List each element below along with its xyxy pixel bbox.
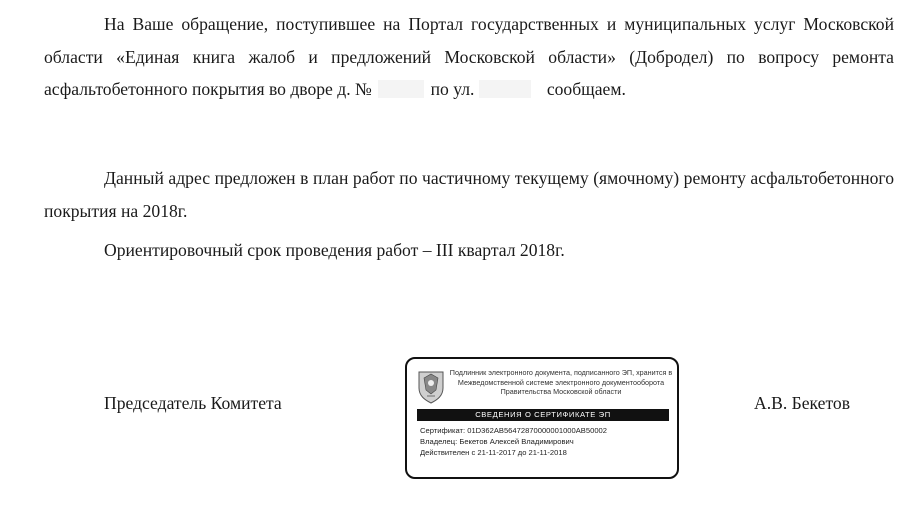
- paragraph-plan: Данный адрес предложен в план работ по частичному текущему (ямочному) ремонту асфальтобетонного покрытия на 2018г.: [44, 168, 894, 221]
- signatory-role: Председатель Комитета: [104, 393, 282, 413]
- certificate-number: Сертификат: 01D362AB56472870000001000AB50002: [420, 426, 607, 435]
- paragraph-request-street-label: по ул.: [430, 79, 475, 99]
- signatory-name: А.В. Бекетов: [754, 393, 851, 413]
- electronic-signature-stamp: [405, 357, 679, 479]
- coat-of-arms-icon: [416, 368, 446, 404]
- paragraph-deadline: Ориентировочный срок проведения работ – III квартал 2018г.: [104, 240, 565, 260]
- certificate-validity: Действителен с 21-11-2017 до 21-11-2018: [420, 447, 567, 457]
- stamp-certificate-details: [420, 426, 670, 458]
- paragraph-request-start: На Ваше обращение, поступившее на Портал государственных и муниципальных услуг Московской области «Единая книга жалоб и предложений Московской области» (Добродел) по вопросу ремонта асфальтобетонного покрытия во дворе д. №: [44, 14, 894, 99]
- stamp-certificate-title: СВЕДЕНИЯ О СЕРТИФИКАТЕ ЭП: [417, 409, 669, 421]
- certificate-owner: Владелец: Бекетов Алексей Владимирович: [420, 436, 574, 446]
- stamp-header-text: Подлинник электронного документа, подписанного ЭП, хранится в Межведомственной системе электронного документооборота Правительства Московской области: [449, 368, 673, 397]
- paragraph-request-end: сообщаем.: [546, 79, 626, 99]
